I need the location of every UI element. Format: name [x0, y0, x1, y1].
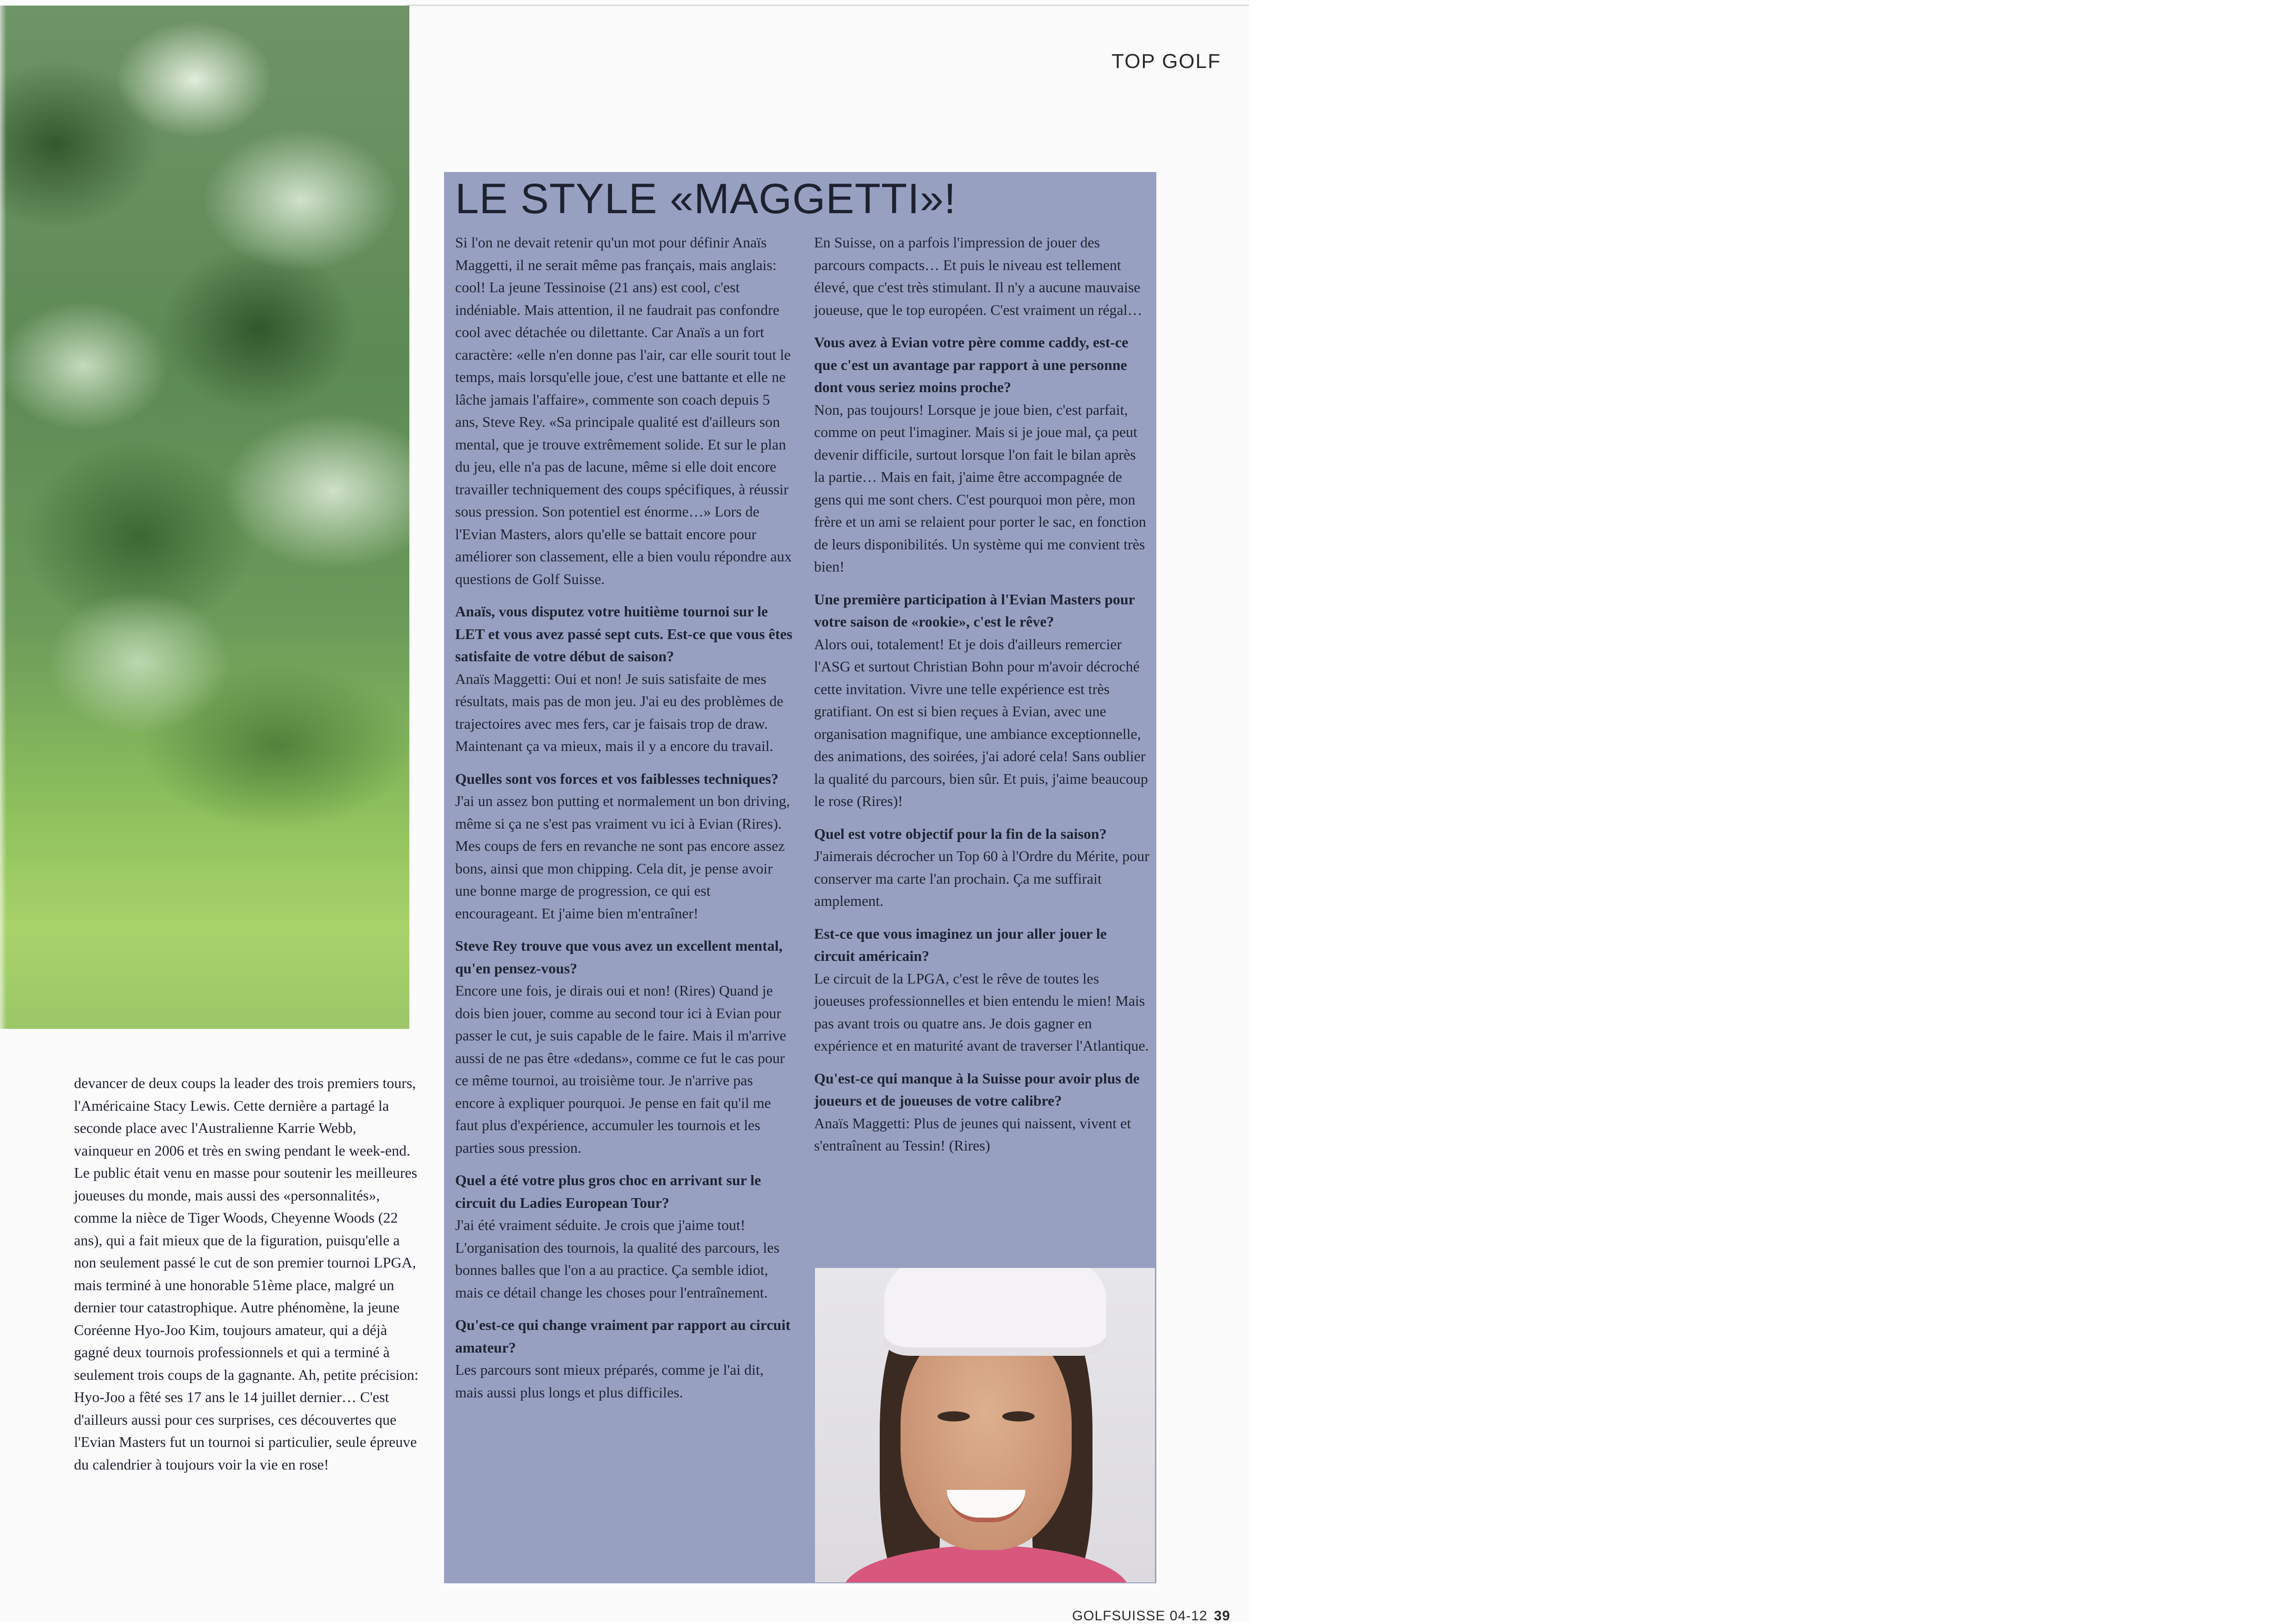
interview-answer-continued: En Suisse, on a parfois l'impression de jouer des parcours compacts… Et puis le niveau est tellement élevé, que c'est très stimulant. Il n'y a aucune mauvaise joueuse, que le top européen. C'est vraiment un régal… — [814, 234, 1142, 318]
interview-question: Qu'est-ce qui manque à la Suisse pour avoir plus de joueurs et de joueuses de votre calibre? — [814, 1070, 1140, 1109]
golf-course-photo — [0, 6, 409, 1029]
interview-question: Anaïs, vous disputez votre huitième tournoi sur le LET et vous avez passé sept cuts. Est-ce que vous êtes satisfaite de votre début de saison? — [455, 603, 793, 664]
interview-question: Quel a été votre plus gros choc en arrivant sur le circuit du Ladies European Tour? — [455, 1172, 761, 1211]
interview-question: Quel est votre objectif pour la fin de la saison? — [814, 825, 1107, 842]
portrait-eye — [1002, 1411, 1035, 1421]
interview-answer: Alors oui, totalement! Et je dois d'ailleurs remercier l'ASG et surtout Christian Bohn pour m'avoir décroché cette invitation. Vivre une telle expérience est très gratifiant. On est si bien reçues à Evian, avec une organisation magnifique, une ambiance exceptionnelle, des animations, des soirées, j'ai adoré cela! Sans oublier la qualité du parcours, bien sûr. Et puis, j'aime beaucoup le rose (Rires)! — [814, 635, 1148, 809]
interview-answer: Le circuit de la LPGA, c'est le rêve de toutes les joueuses professionnelles et bien entendu le mien! Mais pas avant trois ou quatre ans. Je dois gagner en expérience et en maturité avant de traverser l'Atlantique. — [814, 970, 1149, 1054]
publication-name: GOLFSUISSE 04-12 — [1072, 1608, 1208, 1624]
interview-answer: Anaïs Maggetti: Plus de jeunes qui naissent, vivent et s'entraînent au Tessin! (Rires) — [814, 1114, 1131, 1154]
interview-answer: Les parcours sont mieux préparés, comme je l'ai dit, mais aussi plus longs et plus difficiles. — [455, 1361, 764, 1401]
interview-column-left — [455, 231, 793, 1414]
photo-edge-highlight — [0, 6, 6, 1029]
article-paragraph: devancer de deux coups la leader des trois premiers tours, l'Américaine Stacy Lewis. Cette dernière a partagé la seconde place avec l'Australienne Karrie Webb, vainqueur en 2006 et très en swing pendant le week-end. — [74, 1075, 416, 1159]
article-paragraph: Le public était venu en masse pour soutenir les meilleures joueuses du monde, mais aussi des «personnalités», comme la nièce de Tiger Woods, Cheyenne Woods (22 ans), qui a fait mieux que de la figuration, puisqu'elle a non seulement passé le cut de son premier tournoi LPGA, mais terminé à une honorable 51ème place, malgré un dernier tour catastrophique. Autre phénomène, la jeune Coréenne Hyo-Joo Kim, toujours amateur, qui a déjà gagné deux tournois professionnels et qui a terminé à seulement trois coups de la gagnante. Ah, petite précision: Hyo-Joo a fêté ses 17 ans le 14 juillet dernier… C'est d'ailleurs aussi pour ces surprises, ces découvertes que l'Evian Masters fut un tournoi si particulier, seule épreuve du calendrier à toujours voir la vie en rose! — [74, 1164, 419, 1473]
page-top-rule — [407, 5, 1249, 6]
portrait-cap — [884, 1268, 1106, 1356]
article-left-column — [74, 1072, 419, 1476]
interview-answer: Non, pas toujours! Lorsque je joue bien, c'est parfait, comme on peut l'imaginer. Mais si je joue mal, ça peut devenir difficile, surtout lorsque l'on fait le bilan après la partie… Mais en fait, j'aime être accompagnée de gens qui me sont chers. C'est pourquoi mon père, mon frère et un ami se relaient pour porter le sac, en fonction de leurs disponibilités. Un système qui me convient très bien! — [814, 401, 1146, 575]
page-number: 39 — [1214, 1608, 1230, 1624]
interview-answer: J'ai été vraiment séduite. Je crois que j'aime tout! L'organisation des tournois, la qualité des parcours, les bonnes balles que l'on a au practice. Ça semble idiot, mais ce détail change les choses pour l'entraînement. — [455, 1217, 780, 1301]
interview-question: Vous avez à Evian votre père comme caddy, est-ce que c'est un avantage par rapport à une personne dont vous seriez moins proche? — [814, 334, 1129, 395]
interview-answer: Encore une fois, je dirais oui et non! (Rires) Quand je dois bien jouer, comme au second tour ici à Evian pour passer le cut, je suis capable de le faire. Mais il m'arrive aussi de ne pas être «dedans», comme ce fut le cas pour ce même tournoi, au troisième tour. Je n'arrive pas encore à expliquer pourquoi. Je pense en fait qu'il me faut plus d'expérience, accumuler les tournois et les parties sous pression. — [455, 982, 786, 1156]
interview-question: Une première participation à l'Evian Masters pour votre saison de «rookie», c'est le rêve? — [814, 591, 1135, 630]
interview-answer: J'ai un assez bon putting et normalement un bon driving, même si ça ne s'est pas vraiment vu ici à Evian (Rires). Mes coups de fers en revanche ne sont pas encore assez bons, ainsi que mon chipping. Cela dit, je pense avoir une bonne marge de progression, ce qui est encourageant. Et j'aime bien m'entraîner! — [455, 793, 790, 922]
portrait-eye — [938, 1411, 970, 1421]
player-portrait-photo — [815, 1268, 1155, 1582]
interview-column-right — [814, 231, 1149, 1167]
interview-answer: Anaïs Maggetti: Oui et non! Je suis satisfaite de mes résultats, mais pas de mon jeu. J'ai eu des problèmes de trajectoires avec mes fers, car je faisais trop de draw. Maintenant ça va mieux, mais il y a encore du travail. — [455, 670, 784, 754]
page-footer — [1041, 1608, 1230, 1624]
interview-question: Qu'est-ce qui change vraiment par rapport au circuit amateur? — [455, 1316, 790, 1356]
interview-title: LE STYLE «MAGGETTI»! — [455, 175, 957, 222]
interview-question: Quelles sont vos forces et vos faiblesses techniques? — [455, 770, 778, 787]
interview-question: Steve Rey trouve que vous avez un excellent mental, qu'en pensez-vous? — [455, 937, 783, 977]
interview-answer: J'aimerais décrocher un Top 60 à l'Ordre du Mérite, pour conserver ma carte l'an prochain. Ça me suffirait amplement. — [814, 848, 1149, 909]
section-label: TOP GOLF — [1111, 50, 1221, 73]
interview-intro: Si l'on ne devait retenir qu'un mot pour définir Anaïs Maggetti, il ne serait même pas français, mais anglais: cool! La jeune Tessinoise (21 ans) est cool, c'est indéniable. Mais attention, il ne faudrait pas confondre cool avec détachée ou dilettante. Car Anaïs a un fort caractère: «elle n'en donne pas l'air, car elle sourit tout le temps, mais lorsqu'elle joue, c'est une battante et elle ne lâche jamais l'affaire», commente son coach depuis 5 ans, Steve Rey. «Sa principale qualité est d'ailleurs son mental, que je trouve extrêmement solide. Et sur le plan du jeu, elle n'a pas de lacune, même si elle doit encore travailler techniquement des coups spécifiques, à réussir sous pression. Son potentiel est énorme…» Lors de l'Evian Masters, alors qu'elle se battait encore pour améliorer son classement, elle a bien voulu répondre aux questions de Golf Suisse. — [455, 234, 792, 587]
interview-question: Est-ce que vous imaginez un jour aller jouer le circuit américain? — [814, 925, 1107, 964]
